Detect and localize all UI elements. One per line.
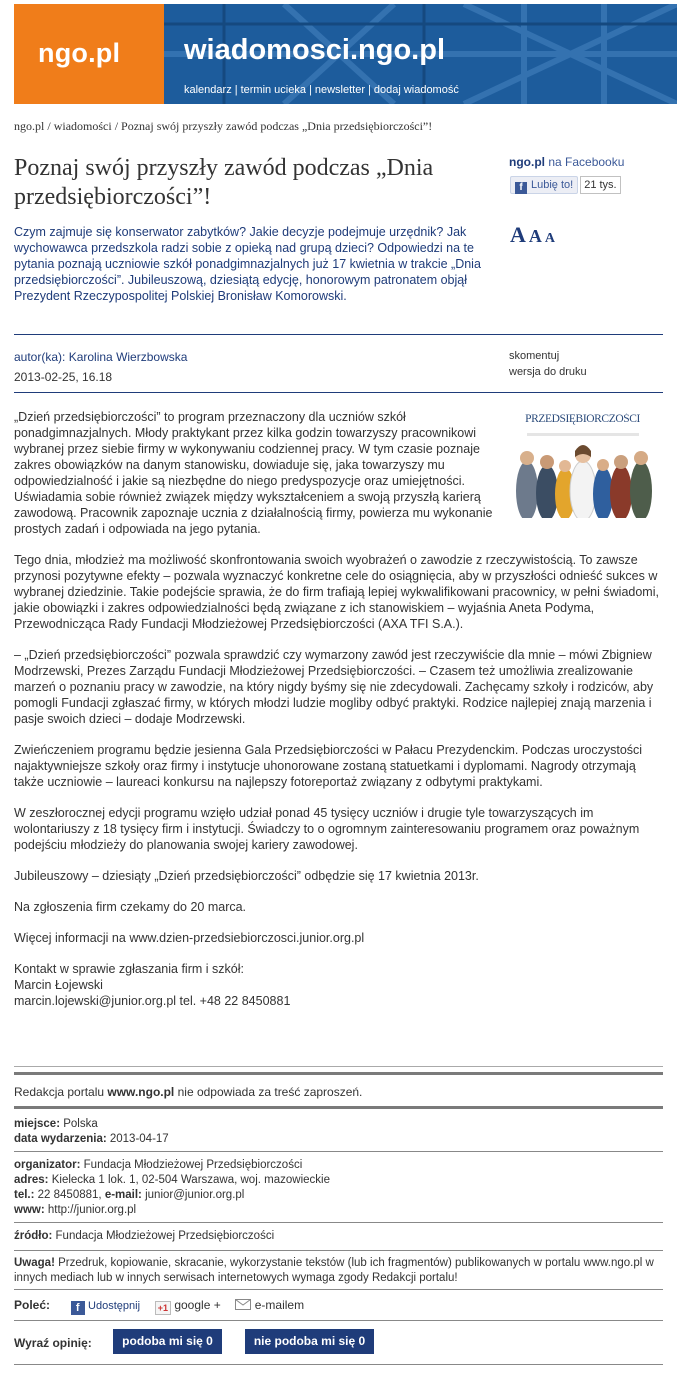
site-header xyxy=(14,4,677,104)
phone-label: tel.: xyxy=(14,1189,35,1201)
facebook-share-link[interactable]: Udostępnij xyxy=(88,1300,141,1312)
breadcrumb-current: Poznaj swój przyszły zawód podczas „Dnia przedsiębiorczości”! xyxy=(121,119,433,133)
disclaimer-post: nie odpowiada za treść zaproszeń. xyxy=(174,1085,363,1099)
share-label: Poleć: xyxy=(14,1298,51,1312)
like-label: Lubię to! xyxy=(531,179,574,191)
divider xyxy=(14,392,663,393)
breadcrumb-separator: / xyxy=(111,119,122,133)
place-label: miejsce: xyxy=(14,1118,61,1130)
phone-value: 22 8450881, xyxy=(37,1189,102,1201)
facebook-site-link[interactable]: ngo.pl xyxy=(509,155,545,169)
page-title: Poznaj swój przyszły zawód podczas „Dnia przedsiębiorczości”! xyxy=(14,155,434,210)
article-paragraph: Jubileuszowy – dziesiąty „Dzień przedsiębiorczości” odbędzie się 17 kwietnia 2013r. xyxy=(14,869,479,883)
font-size-large[interactable]: A xyxy=(510,222,526,247)
header-nav xyxy=(184,84,459,96)
header-banner xyxy=(164,4,677,104)
facebook-icon: f xyxy=(515,182,527,194)
source-label: źródło: xyxy=(14,1230,53,1242)
article-lead: Czym zajmuje się konserwator zabytków? Jakie decyzje podejmuje urzędnik? Jak wychowawca przedszkola radzi sobie z opieką nad grupą dzieci? Odpowiedzi na te pytania poznają uczniowie szkół ponadgimnazjalnych już 17 kwietnia w trakcie „Dnia przedsiębiorczości”. Jubileuszową, dziesiątą edycję, honorowym patronatem objął Prezydent Rzeczypospolitej Polskiej Bronisław Komorowski. xyxy=(14,225,481,303)
article-paragraph: „Dzień przedsiębiorczości” to program przeznaczony dla uczniów szkół ponadgimnazjalnych. Młody praktykant przez kilka godzin towarzyszy pracownikowi wybranej przez siebie firmy w wykonywaniu codziennej pracy. W tym czasie poznaje zakres obowiązków na danym stanowisku, dowiaduje się, jaka towarzyszy mu odpowiedzialność i jakie są niezbędne do niego predyspozycje oraz umiejętności. Uświadamia sobie również związek między wykształceniem a swoją przyszłą karierą zawodową. Pracownik zapoznaje ucznia z działalnością firmy, powierza mu wykonanie prostych zadań i odpowiada na jego pytania. xyxy=(14,410,493,536)
facebook-box xyxy=(509,155,624,169)
divider xyxy=(14,1250,663,1251)
google-plus-share[interactable] xyxy=(155,1298,224,1312)
divider xyxy=(14,1320,663,1321)
logo-text: ngo.pl xyxy=(38,38,121,68)
article-actions xyxy=(509,348,587,380)
article-paragraph: Zwieńczeniem programu będzie jesienna Gala Przedsiębiorczości w Pałacu Prezydenckim. Podczas uroczystości najaktywniejsze szkoły oraz firmy i instytucje uhonorowane zostaną statuetkami i dyplomami. Nagrody otrzymają także uczniowie – laureaci konkursu na najlepszy fotoreportaż związany z odbytymi praktykami. xyxy=(14,743,643,789)
nav-kalendarz[interactable]: kalendarz xyxy=(184,84,232,96)
site-section-title[interactable]: wiadomosci.ngo.pl xyxy=(184,34,446,66)
article-paragraph: – „Dzień przedsiębiorczości” pozwala sprawdzić czy wymarzony zawód jest rzeczywiście dla mnie – mówi Zbigniew Modrzewski, Prezes Zarządu Fundacji Młodzieżowej Przedsiębiorczości. – Czasem też umożliwia zrealizowanie marzeń o poznaniu pracy w zawodzie, na który nigdy byśmy się nie zdecydowali. Zachęcamy szkoły i rodziców, aby pomogli Fundacji zgłaszać firmy, w których młodzi ludzie mogliby odbyć praktyki. Rodzice najlepiej znają marzenia i pasje swoich dzieci – dodaje Modrzewski. xyxy=(14,648,654,726)
nav-separator: | xyxy=(234,84,238,96)
copyright-warning xyxy=(14,1256,654,1286)
divider xyxy=(14,1364,663,1365)
like-opinion-button[interactable]: podoba mi się 0 xyxy=(113,1329,222,1354)
event-date-value: 2013-04-17 xyxy=(109,1133,169,1145)
contact-block xyxy=(14,961,664,1009)
opinion-label-text: Wyraź opinię: xyxy=(14,1336,92,1350)
font-size-controls xyxy=(510,222,555,248)
font-size-small[interactable]: A xyxy=(544,231,556,246)
address-value: Kielecka 1 lok. 1, 02-504 Warszawa, woj. mazowieckie xyxy=(51,1174,330,1186)
email-share[interactable] xyxy=(235,1298,304,1312)
organizer-label: organizator: xyxy=(14,1159,81,1171)
warning-label: Uwaga! xyxy=(14,1257,55,1269)
font-size-medium[interactable]: A xyxy=(528,226,542,246)
divider xyxy=(14,1289,663,1290)
source-info xyxy=(14,1229,274,1244)
article-paragraph: Na zgłoszenia firm czekamy do 20 marca. xyxy=(14,900,247,914)
facebook-like-row xyxy=(510,176,621,196)
author-label: autor(ka): xyxy=(14,350,66,364)
contact-heading: Kontakt w sprawie zgłaszania firm i szkół: xyxy=(14,962,244,976)
email-label: e-mail: xyxy=(104,1189,142,1201)
organizer-info xyxy=(14,1158,330,1218)
nav-dodaj-wiadomosc[interactable]: dodaj wiadomość xyxy=(373,84,459,96)
contact-name: Marcin Łojewski xyxy=(14,978,103,992)
www-value[interactable]: http://junior.org.pl xyxy=(47,1204,137,1216)
divider xyxy=(14,1066,663,1067)
breadcrumb-home[interactable]: ngo.pl xyxy=(14,119,45,133)
divider xyxy=(14,1222,663,1223)
email-share-label: e-mailem xyxy=(254,1298,305,1312)
comment-link[interactable]: skomentuj xyxy=(509,350,560,362)
nav-termin-ucieka[interactable]: termin ucieka xyxy=(240,84,306,96)
article-image-caption: PRZEDSIĘBIORCZOŚCI xyxy=(525,413,640,425)
disclaimer xyxy=(14,1085,362,1100)
facebook-text-link[interactable]: na Facebooku xyxy=(548,155,625,169)
author-link[interactable]: Karolina Wierzbowska xyxy=(68,350,188,364)
like-count: 21 tys. xyxy=(580,176,620,194)
article-paragraph: Więcej informacji na www.dzien-przedsiebiorczosci.junior.org.pl xyxy=(14,931,365,945)
share-row xyxy=(14,1298,304,1315)
author-line xyxy=(14,350,187,364)
event-info xyxy=(14,1117,169,1147)
nav-newsletter[interactable]: newsletter xyxy=(314,84,365,96)
publish-date: 2013-02-25, 16.18 xyxy=(14,370,113,384)
email-value[interactable]: junior@junior.org.pl xyxy=(145,1189,245,1201)
disclaimer-site: www.ngo.pl xyxy=(107,1085,175,1099)
divider xyxy=(14,1151,663,1152)
dislike-opinion-button[interactable]: nie podoba mi się 0 xyxy=(245,1329,374,1354)
ngo-logo[interactable] xyxy=(14,4,164,104)
nav-separator: | xyxy=(367,84,371,96)
disclaimer-pre: Redakcja portalu xyxy=(14,1085,108,1099)
facebook-share-icon: f xyxy=(71,1301,85,1315)
breadcrumb xyxy=(14,119,432,134)
contact-email-phone: marcin.lojewski@junior.org.pl tel. +48 22 8450881 xyxy=(14,994,291,1008)
article-paragraph: W zeszłorocznej edycji programu wzięło udział ponad 45 tysięcy uczniów i drugie tyle towarzyszących im wolontariuszy z 18 tysięcy firm i instytucji. Świadczy to o ogromnym zainteresowaniu programem oraz poważnym podejściu młodzieży do planowania swojej kariery zawodowej. xyxy=(14,806,640,852)
divider xyxy=(14,334,663,335)
source-value: Fundacja Młodzieżowej Przedsiębiorczości xyxy=(55,1230,275,1242)
breadcrumb-separator: / xyxy=(44,119,54,133)
facebook-share[interactable] xyxy=(71,1298,144,1312)
article-body xyxy=(14,409,664,1024)
facebook-like-button[interactable] xyxy=(510,176,578,194)
place-value: Polska xyxy=(63,1118,98,1130)
envelope-icon xyxy=(235,1299,251,1310)
event-date-label: data wydarzenia: xyxy=(14,1133,107,1145)
print-version-link[interactable]: wersja do druku xyxy=(509,366,587,378)
divider xyxy=(14,1072,663,1075)
warning-text: Przedruk, kopiowanie, skracanie, wykorzystanie tekstów (lub ich fragmentów) publikowanych w portalu www.ngo.pl w innych mediach lub w innych serwisach internetowych wymaga zgody Redakcji portalu! xyxy=(14,1257,654,1284)
www-label: www: xyxy=(14,1204,45,1216)
divider xyxy=(14,1106,663,1109)
nav-separator: | xyxy=(308,84,312,96)
address-label: adres: xyxy=(14,1174,49,1186)
breadcrumb-wiadomosci[interactable]: wiadomości xyxy=(53,119,112,133)
opinion-label xyxy=(14,1336,92,1351)
google-plus-label: google + xyxy=(174,1298,221,1312)
google-plus-icon: +1 xyxy=(155,1301,171,1315)
organizer-value: Fundacja Młodzieżowej Przedsiębiorczości xyxy=(83,1159,303,1171)
article-paragraph: Tego dnia, młodzież ma możliwość skonfrontowania swoich wyobrażeń o zawodzie z rzeczywistością. To zawsze przynosi pozytywne efekty – pozwala wyznaczyć konkretne cele do osiągnięcia, aby w przyszłości odnieść sukces w wybranej dziedzinie. Takie podejście sprawia, że do firm trafiają lepiej wykwalifikowani pracownicy, w pełni świadomi, jakie obowiązki i zakres odpowiedzialności będą związane z ich stanowiskiem – wyjaśnia Aneta Podyma, Przewodnicząca Rady Fundacji Młodzieżowej Przedsiębiorczości (AXA TFI S.A.). xyxy=(14,553,659,631)
